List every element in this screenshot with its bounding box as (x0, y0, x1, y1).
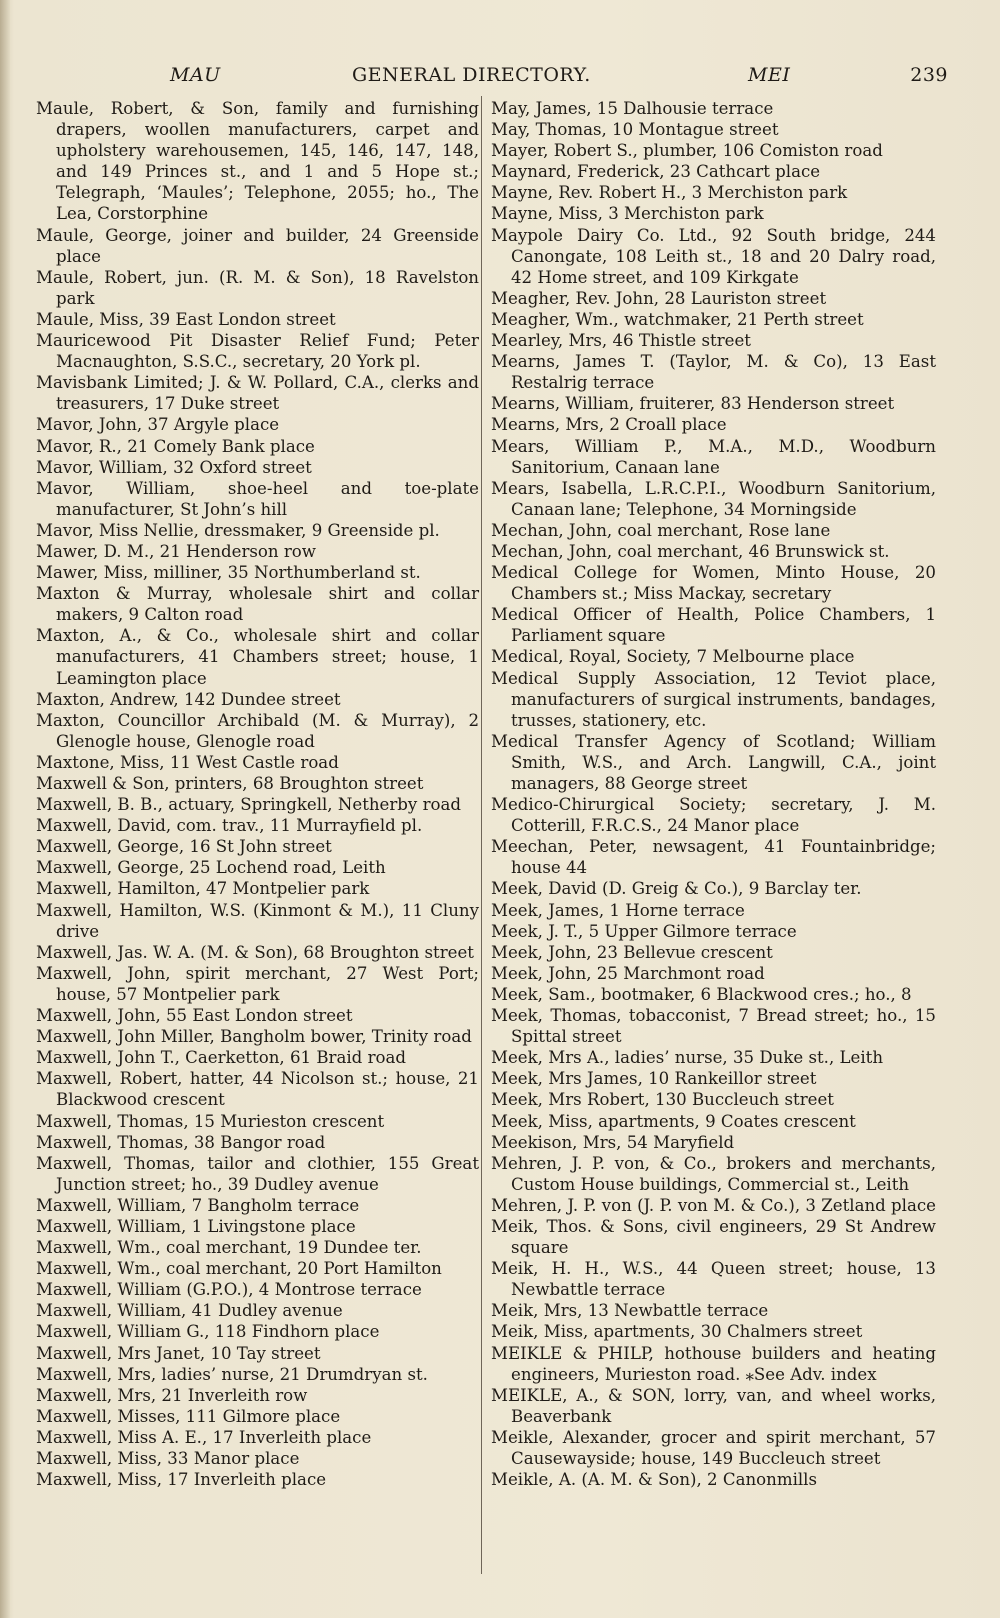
directory-entry: Maxwell, Miss A. E., 17 Inverleith place (36, 1427, 372, 1447)
directory-entry: Maxwell & Son, printers, 68 Broughton street (36, 774, 424, 793)
directory-entry: Maxwell, William, 41 Dudley avenue (36, 1301, 343, 1321)
directory-entry: Mears, William P., M.A., M.D., Woodburn Sanitorium, Canaan lane (491, 436, 936, 477)
directory-entry: Medical Officer of Health, Police Chambers, 1 Parliament square (491, 605, 936, 646)
header-left-word: MAU (170, 64, 221, 86)
directory-entry: Meagher, Wm., watchmaker, 21 Perth street (491, 309, 864, 329)
directory-entry: Mearns, William, fruiterer, 83 Henderson street (491, 394, 895, 414)
directory-entry: May, Thomas, 10 Montague street (491, 120, 779, 140)
left-column (36, 98, 479, 1490)
directory-entry: Maule, Robert, jun. (R. M. & Son), 18 Ravelston park (36, 267, 479, 308)
directory-entry: Mavisbank Limited; J. & W. Pollard, C.A., clerks and treasurers, 17 Duke street (36, 373, 479, 414)
directory-entry: Maxwell, Mrs Janet, 10 Tay street (36, 1343, 321, 1363)
directory-entry: Maxton, Councillor Archibald (M. & Murray), 2 Glenogle house, Glenogle road (36, 710, 479, 751)
directory-entry: Meek, Mrs A., ladies’ nurse, 35 Duke st., Leith (491, 1048, 884, 1068)
directory-entry: Meek, James, 1 Horne terrace (491, 900, 745, 920)
directory-entry: Mavor, John, 37 Argyle place (36, 415, 280, 435)
directory-entry: Maxwell, Miss, 17 Inverleith place (36, 1470, 327, 1490)
directory-entry: Mawer, D. M., 21 Henderson row (36, 541, 316, 561)
directory-entry: Maypole Dairy Co. Ltd., 92 South bridge, 244 Canongate, 108 Leith st., 18 and 20 Dalry road, 42 Home street, and 109 Kirkgate (491, 225, 936, 287)
directory-entry: Meikle, Alexander, grocer and spirit merchant, 57 Causewayside; house, 149 Buccleuch street (491, 1427, 936, 1468)
directory-entry: Meek, Thomas, tobacconist, 7 Bread street; ho., 15 Spittal street (491, 1006, 936, 1047)
directory-entry: Maxwell, Mrs, 21 Inverleith row (36, 1385, 308, 1405)
right-column (491, 98, 936, 1490)
directory-entry: Meek, Mrs Robert, 130 Buccleuch street (491, 1090, 834, 1110)
directory-entry: Meek, John, 23 Bellevue crescent (491, 942, 773, 962)
directory-entry: Mearley, Mrs, 46 Thistle street (491, 331, 751, 351)
directory-entry: Meek, J. T., 5 Upper Gilmore terrace (491, 921, 797, 941)
directory-entry: Medical Supply Association, 12 Teviot place, manufacturers of surgical instruments, bandages, trusses, stationery, etc. (491, 668, 936, 730)
directory-entry: Mechan, John, coal merchant, 46 Brunswick st. (491, 541, 890, 561)
directory-entry: Maxwell, William, 1 Livingstone place (36, 1216, 356, 1236)
directory-entry: Maxton, Andrew, 142 Dundee street (36, 689, 341, 709)
directory-entry: Mayne, Miss, 3 Merchiston park (491, 204, 764, 224)
directory-entry: Mavor, R., 21 Comely Bank place (36, 436, 315, 456)
directory-entry: Maxwell, William G., 118 Findhorn place (36, 1322, 380, 1342)
directory-entry: Maynard, Frederick, 23 Cathcart place (491, 162, 821, 182)
directory-entry: Maxwell, B. B., actuary, Springkell, Netherby road (36, 795, 462, 815)
directory-entry: Maxwell, Wm., coal merchant, 20 Port Hamilton (36, 1259, 442, 1279)
directory-entry: Maxton, A., & Co., wholesale shirt and collar manufacturers, 41 Chambers street; house, 1 Leamington place (36, 626, 479, 688)
directory-entry: Maxwell, William, 7 Bangholm terrace (36, 1195, 360, 1215)
directory-entry: Maxwell, Wm., coal merchant, 19 Dundee ter. (36, 1238, 422, 1258)
column-divider (481, 96, 482, 1574)
directory-entry: Maxwell, Jas. W. A. (M. & Son), 68 Broughton street (36, 942, 474, 962)
directory-entry: Maule, Miss, 39 East London street (36, 309, 336, 329)
directory-entry: Maxwell, Thomas, tailor and clothier, 155 Great Junction street; ho., 39 Dudley avenue (36, 1153, 479, 1194)
directory-entry: Meek, Sam., bootmaker, 6 Blackwood cres.; ho., 8 (491, 984, 912, 1004)
directory-entry: Mawer, Miss, milliner, 35 Northumberland st. (36, 563, 421, 583)
directory-entry: Mehren, J. P. von, & Co., brokers and merchants, Custom House buildings, Commercial st., Leith (491, 1153, 936, 1194)
directory-entry: Medical, Royal, Society, 7 Melbourne place (491, 647, 855, 667)
directory-entry: Medico-Chirurgical Society; secretary, J. M. Cotterill, F.R.C.S., 24 Manor place (491, 795, 936, 836)
directory-entry: Maxwell, Thomas, 38 Bangor road (36, 1132, 326, 1152)
directory-entry: Maxwell, Hamilton, W.S. (Kinmont & M.), 11 Cluny drive (36, 900, 479, 941)
page-number: 239 (910, 64, 948, 86)
directory-entry: MEIKLE, A., & SON, lorry, van, and wheel works, Beaverbank (491, 1385, 936, 1426)
directory-entry: Mechan, John, coal merchant, Rose lane (491, 520, 831, 540)
directory-entry: Medical Transfer Agency of Scotland; William Smith, W.S., and Arch. Langwill, C.A., joint managers, 88 George street (491, 731, 936, 793)
directory-entry: Maxwell, Mrs, ladies’ nurse, 21 Drumdryan st. (36, 1364, 428, 1384)
directory-entry: Meikle, A. (A. M. & Son), 2 Canonmills (491, 1470, 818, 1490)
page-edge (0, 0, 10, 1618)
directory-entry: Meek, David (D. Greig & Co.), 9 Barclay ter. (491, 879, 862, 899)
directory-entry: Mayne, Rev. Robert H., 3 Merchiston park (491, 183, 848, 203)
directory-entry: Maule, Robert, & Son, family and furnishing drapers, woollen manufacturers, carpet and upholstery warehousemen, 145, 146, 147, 148, and 149 Princes st., and 1 and 5 Hope st.; Telegraph, ‘Maules’; Telephone, 2055; ho., The Lea, Corstorphine (36, 99, 479, 224)
directory-entry: Mauricewood Pit Disaster Relief Fund; Peter Macnaughton, S.S.C., secretary, 20 York pl. (36, 331, 479, 372)
directory-entry: Mavor, William, 32 Oxford street (36, 457, 312, 477)
directory-entry: Maxwell, John Miller, Bangholm bower, Trinity road (36, 1027, 472, 1047)
directory-entry: Mavor, William, shoe-heel and toe-plate manufacturer, St John’s hill (36, 478, 479, 519)
directory-entry: Maxtone, Miss, 11 West Castle road (36, 752, 339, 772)
directory-entry: Maxton & Murray, wholesale shirt and collar makers, 9 Calton road (36, 584, 479, 625)
directory-entry: Maxwell, Thomas, 15 Murieston crescent (36, 1111, 385, 1131)
directory-entry: Maxwell, Robert, hatter, 44 Nicolson st.; house, 21 Blackwood crescent (36, 1069, 479, 1110)
directory-entry: Medical College for Women, Minto House, 20 Chambers st.; Miss Mackay, secretary (491, 563, 936, 604)
directory-entry: Mavor, Miss Nellie, dressmaker, 9 Greenside pl. (36, 520, 440, 540)
directory-entry: Meek, Mrs James, 10 Rankeillor street (491, 1069, 817, 1089)
directory-entry: Maxwell, William (G.P.O.), 4 Montrose terrace (36, 1280, 422, 1300)
directory-entry: Meechan, Peter, newsagent, 41 Fountainbridge; house 44 (491, 837, 936, 878)
directory-entry: Maxwell, George, 25 Lochend road, Leith (36, 858, 386, 878)
directory-entry: Meek, John, 25 Marchmont road (491, 963, 765, 983)
header-right-word: MEI (748, 64, 791, 86)
directory-entry: Meagher, Rev. John, 28 Lauriston street (491, 288, 827, 308)
directory-entry: Maxwell, Miss, 33 Manor place (36, 1449, 300, 1468)
directory-entry: Maxwell, Misses, 111 Gilmore place (36, 1406, 341, 1426)
directory-entry: Mears, Isabella, L.R.C.P.I., Woodburn Sanitorium, Canaan lane; Telephone, 34 Morningside (491, 478, 936, 519)
directory-entry: Mearns, James T. (Taylor, M. & Co), 13 East Restalrig terrace (491, 352, 936, 393)
directory-entry: Meik, H. H., W.S., 44 Queen street; house, 13 Newbattle terrace (491, 1259, 936, 1300)
directory-entry: Mearns, Mrs, 2 Croall place (491, 415, 727, 435)
directory-entry: Meekison, Mrs, 54 Maryfield (491, 1132, 735, 1152)
directory-entry: Maxwell, John, 55 East London street (36, 1006, 353, 1026)
directory-entry: Maxwell, John T., Caerketton, 61 Braid road (36, 1048, 407, 1068)
directory-entry: May, James, 15 Dalhousie terrace (491, 99, 774, 118)
directory-entry: Mayer, Robert S., plumber, 106 Comiston road (491, 141, 883, 161)
directory-entry: MEIKLE & PHILP, hothouse builders and heating engineers, Murieston road. ⁎See Adv. index (491, 1343, 936, 1384)
directory-entry: Maule, George, joiner and builder, 24 Greenside place (36, 225, 479, 266)
directory-entry: Maxwell, Hamilton, 47 Montpelier park (36, 879, 370, 899)
header-title: GENERAL DIRECTORY. (352, 64, 591, 86)
directory-entry: Maxwell, George, 16 St John street (36, 837, 332, 857)
directory-entry: Meek, Miss, apartments, 9 Coates crescent (491, 1111, 856, 1131)
directory-entry: Mehren, J. P. von (J. P. von M. & Co.), 3 Zetland place (491, 1195, 936, 1215)
directory-entry: Meik, Thos. & Sons, civil engineers, 29 St Andrew square (491, 1216, 936, 1258)
directory-entry: Meik, Mrs, 13 Newbattle terrace (491, 1301, 769, 1321)
directory-entry: Maxwell, John, spirit merchant, 27 West Port; house, 57 Montpelier park (36, 963, 479, 1004)
directory-entry: Maxwell, David, com. trav., 11 Murrayfield pl. (36, 816, 423, 836)
directory-entry: Meik, Miss, apartments, 30 Chalmers street (491, 1322, 863, 1342)
page-header (36, 60, 948, 90)
